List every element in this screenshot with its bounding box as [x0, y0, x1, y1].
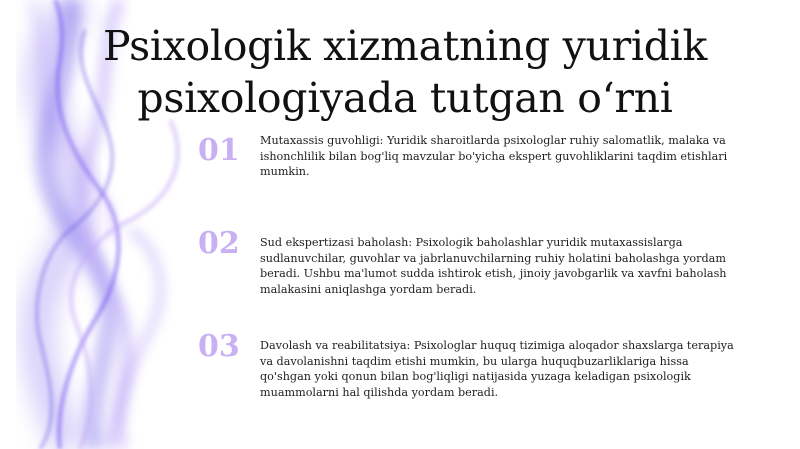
- item-number: 03: [198, 329, 240, 364]
- item-text: Davolash va reabilitatsiya: Psixologlar huquq tizimiga aloqador shaxslarga terapiya va davolanishni taqdim etishi mumkin, bu ularga huquqbuzarliklariga hissa qo'shgan yoki qonun bilan bog'liqligi natijasida yuzaga keladigan psixologik muammolarni hal qilishda yordam beradi.: [260, 339, 734, 399]
- slide-title: Psixologik xizmatning yuridik psixologiyada tutgan oʻrni: [102, 22, 708, 122]
- item-text: Mutaxassis guvohligi: Yuridik sharoitlarda psixologlar ruhiy salomatlik, malaka va ishonchlilik bilan bog'liq mavzular bo'yicha ekspert guvohliklarini taqdim etishlari mumkin.: [260, 134, 728, 179]
- item-number: 02: [198, 226, 240, 261]
- item-text: Sud ekspertizasi baholash: Psixologik baholashlar yuridik mutaxassislarga sudlanuvchilar, guvohlar va jabrlanuvchilarning ruhiy holatini baholashga yordam beradi. Ushbu ma'lumot sudda ishtirok etish, jinoiy javobgarlik va xavfni baholash malakasini aniqlashga yordam beradi.: [260, 236, 727, 296]
- item-number: 01: [198, 133, 240, 168]
